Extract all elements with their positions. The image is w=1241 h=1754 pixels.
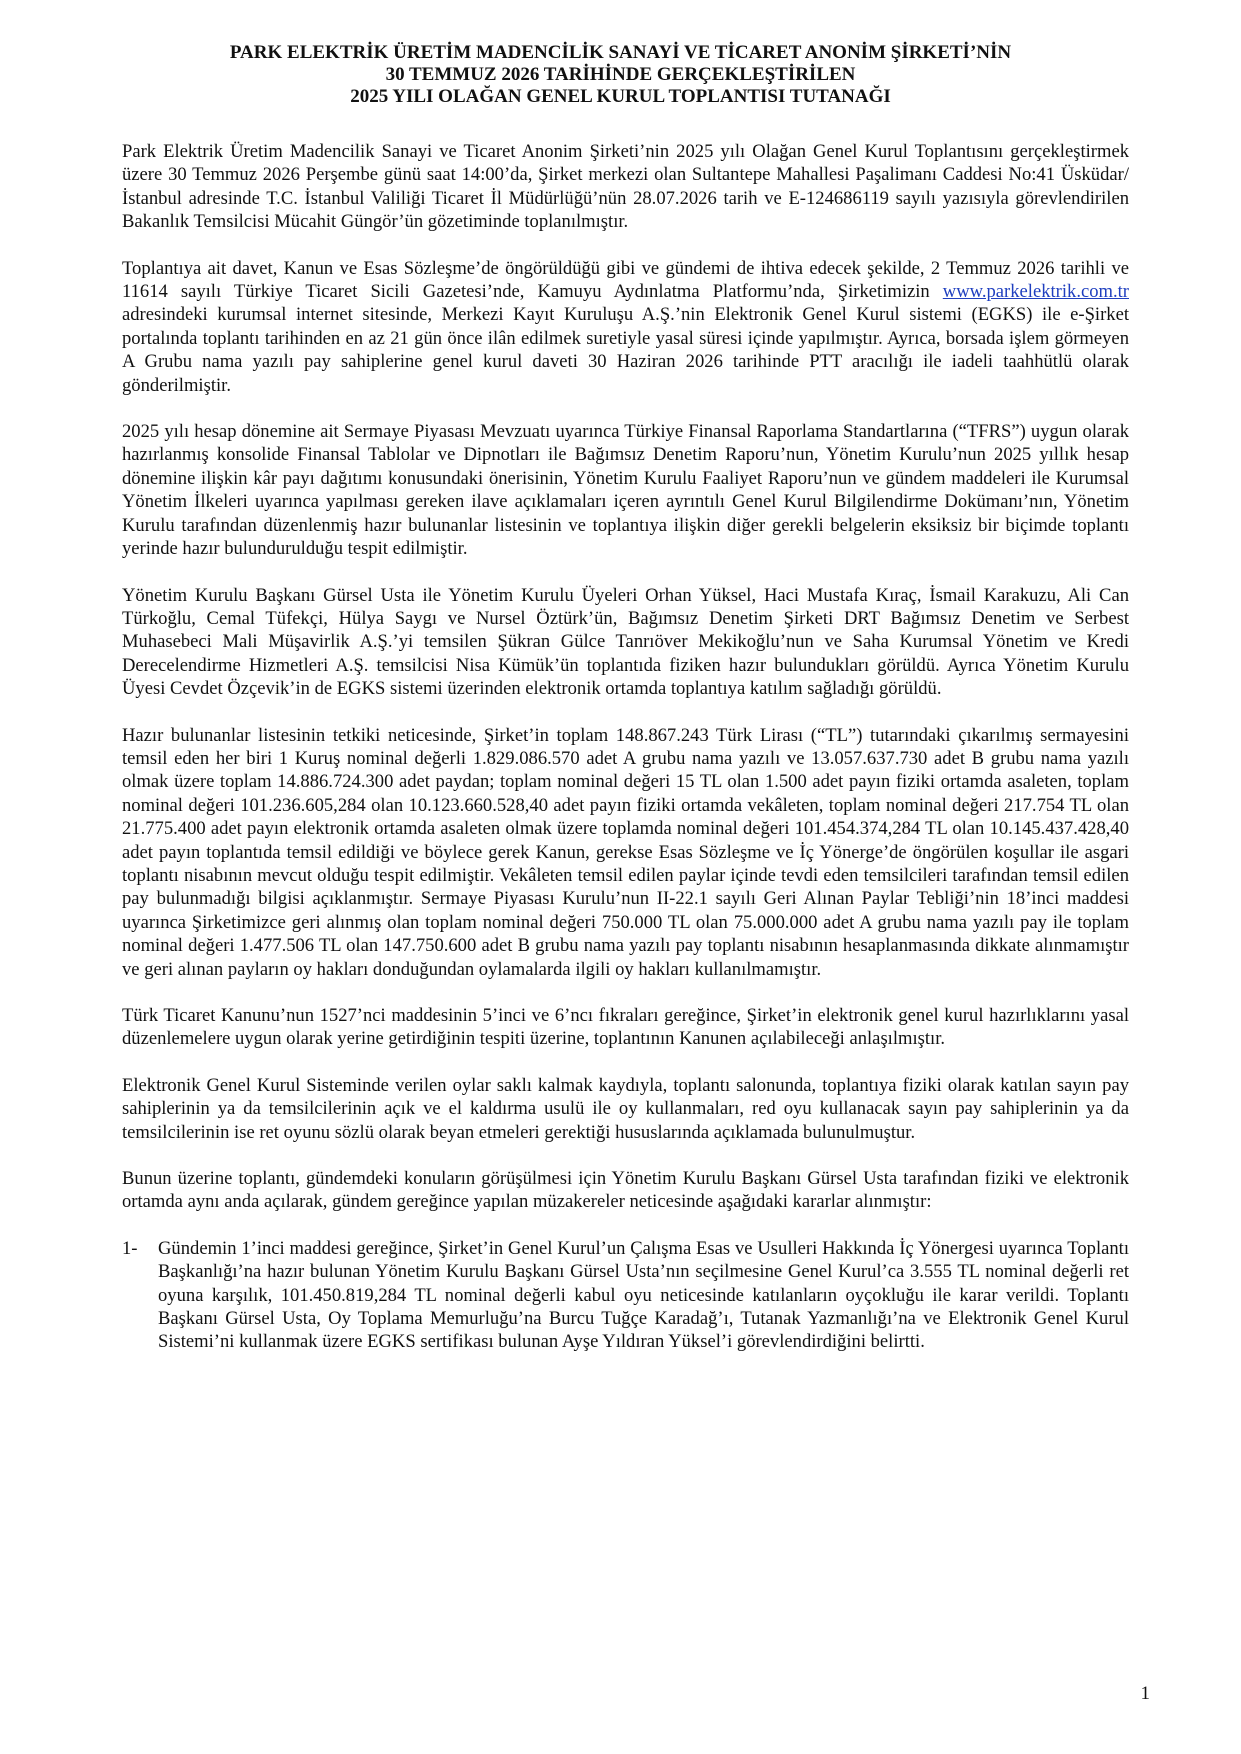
invitation-text-start: Toplantıya ait davet, Kanun ve Esas Sözleşme’de öngörüldüğü gibi ve gündemi de ihtiva edecek şekilde, 2 Temmuz 2026 tarihli ve 11614 sayılı Türkiye Ticaret Sicili Gazetesi’nde, Kamuyu Aydınlatma Platformu’nda, Şirketimizin — [122, 257, 1129, 303]
paragraph-intro: Park Elektrik Üretim Madencilik Sanayi ve Ticaret Anonim Şirketi’nin 2025 yılı Olağan Genel Kurul Toplantısını gerçekleştirmek üzere 30 Temmuz 2026 Perşembe günü saat 14:00’da, Şirket merkezi olan Sultantepe Mahallesi Paşalimanı Caddesi No:41 Üsküdar/İstanbul adresinde T.C. İstanbul Valiliği Ticaret İl Müdürlüğü’nün 28.07.2026 tarih ve E-124686119 sayılı yazısıyla görevlendirilen Bakanlık Temsilcisi Mücahit Güngör’ün gözetiminde toplanılmıştır. — [122, 141, 1129, 233]
paragraph-ttk: Türk Ticaret Kanunu’nun 1527’nci maddesinin 5’inci ve 6’ncı fıkraları gereğince, Şirket’in elektronik genel kurul hazırlıklarını yasal düzenlemelere uygun olarak yerine getirdiğinin tespiti üzerine, toplantının Kanunen açılabileceği anlaşılmıştır. — [122, 1005, 1129, 1050]
paragraph-voting: Elektronik Genel Kurul Sisteminde verilen oylar saklı kalmak kaydıyla, toplantı salonunda, toplantıya fiziki olarak katılan sayın pay sahiplerinin ya da temsilcilerinin açık ve el kaldırma usulü ile oy kullanmaları, red oyu kullanacak sayın pay sahiplerinin ya da temsilcilerinin ise ret oyunu sözlü olarak beyan etmeleri gerektiği hususlarında açıklamada bulunulmuştur. — [122, 1074, 1129, 1143]
document-title — [0, 42, 1241, 108]
paragraph-opening: Bunun üzerine toplantı, gündemdeki konuların görüşülmesi için Yönetim Kurulu Başkanı Gürsel Usta tarafından fiziki ve elektronik ortamda aynı anda açılarak, gündem gereğince yapılan müzakereler neticesinde aşağıdaki kararlar alınmıştır: — [122, 1168, 1129, 1213]
agenda-item-text: Gündemin 1’inci maddesi gereğince, Şirket’in Genel Kurul’un Çalışma Esas ve Usulleri Hakkında İç Yönergesi uyarınca Toplantı Başkanlığı’na hazır bulunan Yönetim Kurulu Başkanı Gürsel Usta’nın seçilmesine Genel Kurul’ca 3.555 TL nominal değerli ret oyuna karşılık, 101.450.819,284 TL nominal değerli kabul oyu neticesinde katılanların oyçokluğu ile karar verildi. Toplantı Başkanı Gürsel Usta, Oy Toplama Memurluğu’na Burcu Tuğçe Karadağ’ı, Tutanak Yazmanlığı’na ve Elektronik Genel Kurul Sistemi’ni kullanmak üzere EGKS sertifikası bulunan Ayşe Yıldıran Yüksel’i görevlendirdiğini belirtti. — [158, 1237, 1129, 1353]
paragraph-attendees: Yönetim Kurulu Başkanı Gürsel Usta ile Yönetim Kurulu Üyeleri Orhan Yüksel, Haci Mustafa Kıraç, İsmail Karakuzu, Ali Can Türkoğlu, Cemal Tüfekçi, Hülya Saygı ve Nursel Öztürk’ün, Bağımsız Denetim Şirketi DRT Bağımsız Denetim ve Serbest Muhasebeci Mali Müşavirlik A.Ş.’yi temsilen Şükran Gülce Tanrıöver Mekikoğlu’nun ve Saha Kurumsal Yönetim ve Kredi Derecelendirme Hizmetleri A.Ş. temsilcisi Nisa Kümük’ün toplantıda fiziken hazır bulundukları görüldü. Ayrıca Yönetim Kurulu Üyesi Cevdet Özçevik’in de EGKS sistemi üzerinden elektronik ortamda toplantıya katılım sağladığı görüldü. — [122, 584, 1129, 700]
invitation-text-end: adresindeki kurumsal internet sitesinde, Merkezi Kayıt Kuruluşu A.Ş.’nin Elektronik Genel Kurul sistemi (EGKS) ile e-Şirket portalında toplantı tarihinden en az 21 gün önce ilân edilmek suretiyle yasal süresi içinde yapılmıştır. Ayrıca, borsada işlem görmeyen A Grubu nama yazılı pay sahiplerine genel kurul daveti 30 Haziran 2026 tarihinde PTT aracılığı ile iadeli taahhütlü olarak gönderilmiştir. — [122, 304, 1129, 396]
company-website-link[interactable]: www.parkelektrik.com.tr — [942, 281, 1129, 303]
title-line-2: 30 TEMMUZ 2026 TARİHİNDE GERÇEKLEŞTİRİLEN — [385, 64, 856, 85]
agenda-item-number: 1- — [122, 1237, 138, 1259]
paragraph-quorum: Hazır bulunanlar listesinin tetkiki neticesinde, Şirket’in toplam 148.867.243 Türk Lirası (“TL”) tutarındaki çıkarılmış sermayesini temsil eden her biri 1 Kuruş nominal değerli 1.829.086.570 adet A grubu nama yazılı ve 13.057.637.730 adet B grubu nama yazılı olmak üzere toplam 14.886.724.300 adet paydan; toplam nominal değeri 15 TL olan 1.500 adet payın fiziki ortamda asaleten, toplam nominal değeri 101.236.605,284 olan 10.123.660.528,40 adet payın fiziki ortamda vekâleten, toplam nominal değeri 217.754 TL olan 21.775.400 adet payın elektronik ortamda asaleten olmak üzere toplamda nominal değeri 101.454.374,284 TL olan 10.145.437.428,40 adet payın toplantıda temsil edildiği ve böylece gerek Kanun, gerekse Esas Sözleşme ve İç Yönerge’de öngörülen koşullar ile asgari toplantı nisabının mevcut olduğu tespit edilmiştir. Vekâleten temsil edilen paylar içinde tevdi eden temsilcileri tarafından temsil edilen pay bulunmadığı bilgisi açıklanmıştır. Sermaye Piyasası Kurulu’nun II-22.1 sayılı Geri Alınan Paylar Tebliği’nin 18’inci maddesi uyarınca Şirketimizce geri alınmış olan toplam nominal değeri 750.000 TL olan 75.000.000 adet A grubu nama yazılı pay ile toplam nominal değeri 1.477.506 TL olan 147.750.600 adet B grubu nama yazılı pay toplantı nisabının hesaplanmasında dikkate alınmamıştır ve geri alınan payların oy hakları donduğundan oylamalarda ilgili oy hakları kullanılmamıştır. — [122, 724, 1129, 980]
paragraph-documents: 2025 yılı hesap dönemine ait Sermaye Piyasası Mevzuatı uyarınca Türkiye Finansal Raporlama Standartlarına (“TFRS”) uygun olarak hazırlanmış konsolide Finansal Tablolar ve Dipnotları ile Bağımsız Denetim Raporu’nun, Yönetim Kurulu’nun 2025 yıllık hesap dönemine ilişkin kâr payı dağıtımı konusundaki önerisinin, Yönetim Kurulu Faaliyet Raporu’nun ve gündem maddeleri ile Kurumsal Yönetim İlkeleri uyarınca yapılması gereken ilave açıklamaları içeren ayrıntılı Genel Kurul Bilgilendirme Dokümanı’nın, Yönetim Kurulu tarafından düzenlenmiş hazır bulunanlar listesinin ve toplantıya ilişkin diğer gerekli belgelerin eksiksiz bir biçimde toplantı yerinde hazır bulundurulduğu tespit edilmiştir. — [122, 421, 1129, 560]
title-line-1: PARK ELEKTRİK ÜRETİM MADENCİLİK SANAYİ VE TİCARET ANONİM ŞİRKETİ’NİN — [229, 42, 1012, 63]
paragraph-invitation — [122, 257, 1129, 397]
agenda-item — [122, 1237, 1129, 1354]
title-line-3: 2025 YILI OLAĞAN GENEL KURUL TOPLANTISI TUTANAĞI — [350, 86, 891, 107]
document-body — [122, 140, 1129, 1354]
page-number: 1 — [1140, 1683, 1150, 1704]
